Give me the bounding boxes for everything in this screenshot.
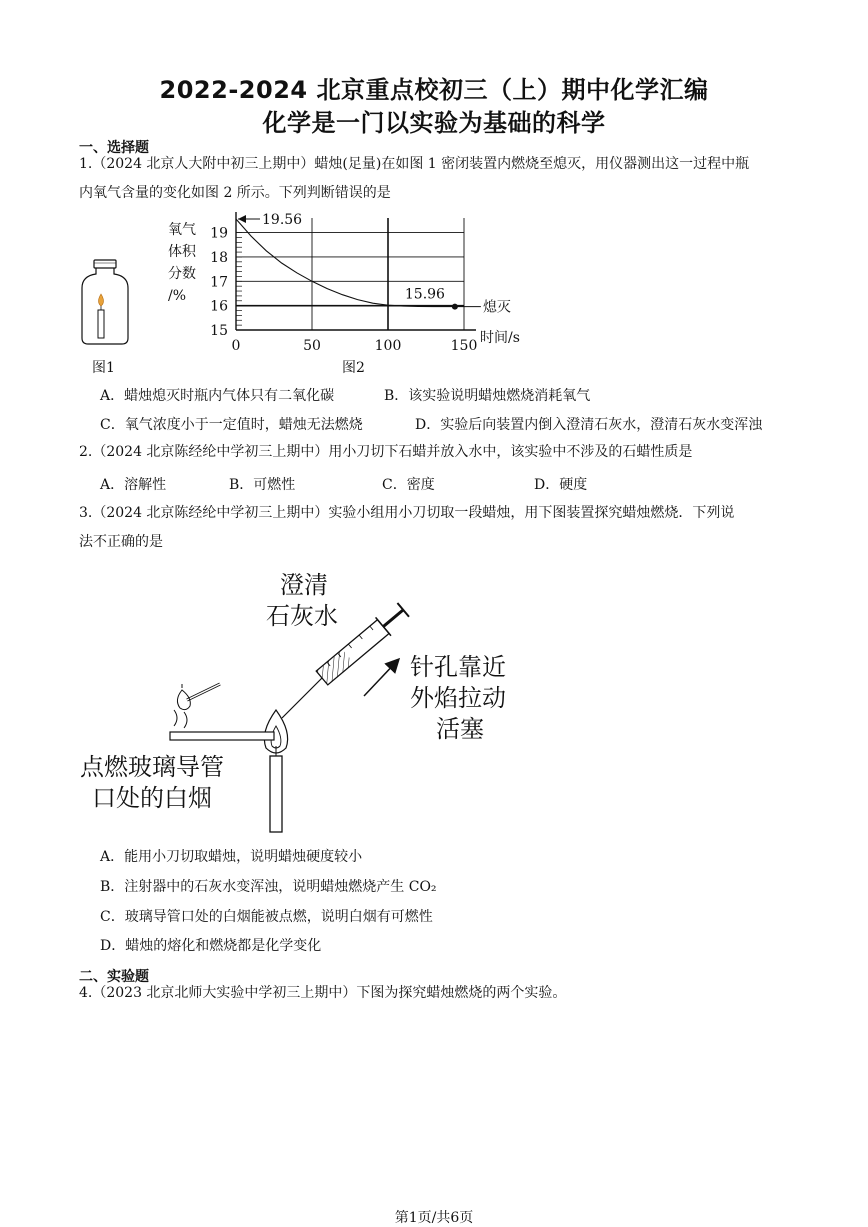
fig2-caption: 图2 (342, 360, 365, 376)
q1-option-a: A．蜡烛熄灭时瓶内气体只有二氧化碳 (100, 388, 335, 404)
q3-option-b: B．注射器中的石灰水变浑浊，说明蜡烛燃烧产生 CO₂ (100, 879, 437, 895)
q4-stem: 4.（2023 北京北师大实验中学初三上期中）下图为探究蜡烛燃烧的两个实验。 (79, 985, 567, 1001)
page-footer: 第1页/共6页 (394, 1210, 474, 1226)
label-limewater-1: 澄清 (280, 571, 328, 599)
q1-option-b: B．该实验说明蜡烛燃烧消耗氧气 (384, 388, 591, 404)
label-limewater-2: 石灰水 (266, 602, 338, 630)
y-tick-label: 18 (210, 249, 228, 266)
q2-stem: 2.（2024 北京陈经纶中学初三上期中）用小刀切下石蜡并放入水中，该实验中不涉及的石蜡性质是 (79, 444, 693, 460)
x-tick-label: 0 (231, 338, 241, 354)
glass-tube (170, 732, 274, 740)
q2-option-d: D．硬度 (534, 477, 588, 493)
q1-option-d: D．实验后向装置内倒入澄清石灰水，澄清石灰水变浑浊 (415, 417, 763, 433)
q3-option-c: C．玻璃导管口处的白烟能被点燃，说明白烟有可燃性 (100, 909, 433, 925)
y-tick-label: 17 (210, 274, 228, 291)
start-value-label: 19.56 (262, 211, 303, 228)
x-tick-label: 150 (450, 338, 478, 354)
pull-arrow (364, 660, 398, 696)
q3-stem-line2: 法不正确的是 (79, 534, 163, 550)
y-axis-label: 体积 (168, 244, 196, 260)
label-needle-2: 外焰拉动 (410, 684, 506, 712)
y-axis-label: 氧气 (168, 222, 196, 238)
q2-option-a: A．溶解性 (100, 477, 167, 493)
x-axis-label: 时间/s (480, 330, 520, 346)
q3-stem-line1: 3.（2024 北京陈经纶中学初三上期中）实验小组用小刀切取一段蜡烛，用下图装置探究蜡烛燃烧．下列说 (79, 505, 735, 521)
q1-stem-line1: 1.（2024 北京人大附中初三上期中）蜡烛(足量)在如图 1 密闭装置内燃烧至熄灭，用仪器测出这一过程中瓶 (79, 156, 750, 172)
x-tick-label: 50 (303, 338, 321, 354)
candle-body (270, 756, 282, 832)
label-smoke-1: 点燃玻璃导管 (80, 753, 224, 781)
chart-axes (236, 212, 476, 330)
chart-grid (236, 218, 464, 330)
y-tick-label: 16 (210, 298, 228, 315)
label-needle-1: 针孔靠近 (410, 653, 506, 681)
page-subtitle: 化学是一门以实验为基础的科学 (262, 109, 606, 137)
q2-option-c: C．密度 (382, 477, 435, 493)
q3-option-a: A．能用小刀切取蜡烛，说明蜡烛硬度较小 (100, 849, 363, 865)
end-value-label: 15.96 (404, 286, 445, 303)
start-arrow-head (238, 215, 246, 223)
q3-option-d: D．蜡烛的熔化和燃烧都是化学变化 (100, 938, 322, 954)
section-heading-choice: 一、选择题 (79, 140, 149, 156)
y-axis-label: 分数 (168, 266, 196, 282)
section-heading-experiment: 二、实验题 (79, 969, 149, 985)
x-tick-label: 100 (374, 338, 402, 354)
label-needle-3: 活塞 (436, 715, 484, 743)
page-title: 2022-2024 北京重点校初三（上）期中化学汇编 (159, 76, 709, 104)
y-tick-label: 19 (210, 225, 228, 242)
fig1-caption: 图1 (92, 360, 115, 376)
q2-option-b: B．可燃性 (229, 477, 296, 493)
bottle-candle-figure (76, 258, 136, 348)
end-label: 熄灭 (482, 299, 511, 316)
oxygen-chart (160, 208, 550, 368)
q1-stem-line2: 内氧气含量的变化如图 2 所示。下列判断错误的是 (79, 185, 391, 201)
q1-option-c: C．氧气浓度小于一定值时，蜡烛无法燃烧 (100, 417, 363, 433)
y-tick-label: 15 (210, 323, 228, 339)
label-smoke-2: 口处的白烟 (92, 784, 212, 812)
y-axis-label: /% (168, 288, 187, 304)
